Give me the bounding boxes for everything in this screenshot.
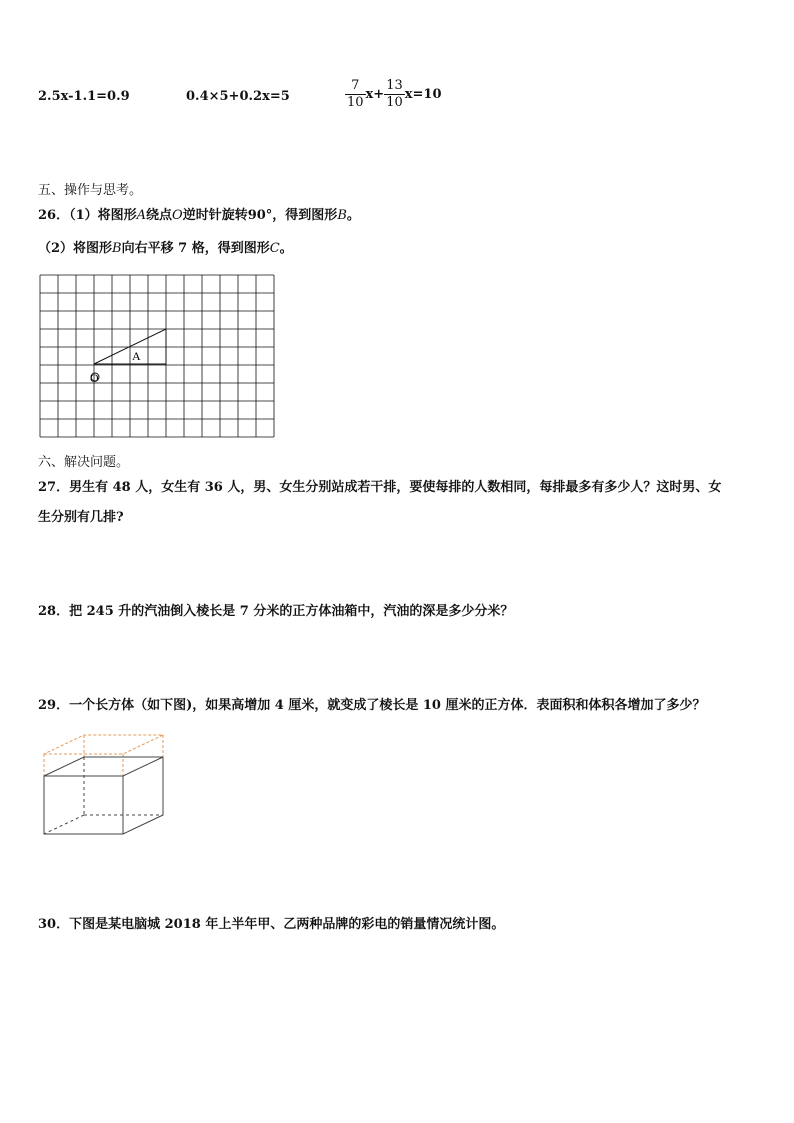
question-27-line-1: 27．男生有 48 人，女生有 36 人，男、女生分别站成若干排，要使每排的人数相同，每排最多有多少人？这时男、女	[38, 480, 722, 495]
question-30: 30．下图是某电脑城 2018 年上半年甲、乙两种品牌的彩电的销量情况统计图。	[38, 917, 505, 932]
equation-3-tail: x=10	[404, 87, 442, 102]
grid-label-A: A	[132, 349, 141, 363]
cuboid-figure	[44, 735, 163, 834]
question-29: 29．一个长方体（如下图)，如果高增加 4 厘米，就变成了棱长是 10 厘米的正方体．表面积和体积各增加了多少？	[38, 698, 706, 713]
fraction-seven-tenths: $\frac{7}{10}$	[347, 78, 364, 110]
question-27-line-2: 生分别有几排?	[38, 510, 124, 525]
equation-3-mid: x+	[365, 87, 385, 102]
grid-lines	[40, 275, 274, 437]
question-28: 28．把 245 升的汽油倒入棱长是 7 分米的正方体油箱中，汽油的深是多少分米？	[38, 604, 514, 619]
section-6-heading: 六、解决问题。	[38, 455, 130, 470]
equation-2: 0.4×5+0.2x=5	[186, 89, 290, 104]
section-5-heading: 五、操作与思考。	[38, 183, 143, 198]
question-26-part-2: （2）将图形B向右平移 7 格，得到图形C。	[38, 241, 293, 256]
fraction-thirteen-tenths: $\frac{13}{10}$	[386, 78, 403, 110]
question-26-part-1: 26．（1）将图形A绕点O逆时针旋转90°，得到图形B。	[38, 208, 360, 223]
equation-1: 2.5x-1.1=0.9	[38, 89, 130, 104]
grid-label-O: O	[90, 371, 99, 385]
